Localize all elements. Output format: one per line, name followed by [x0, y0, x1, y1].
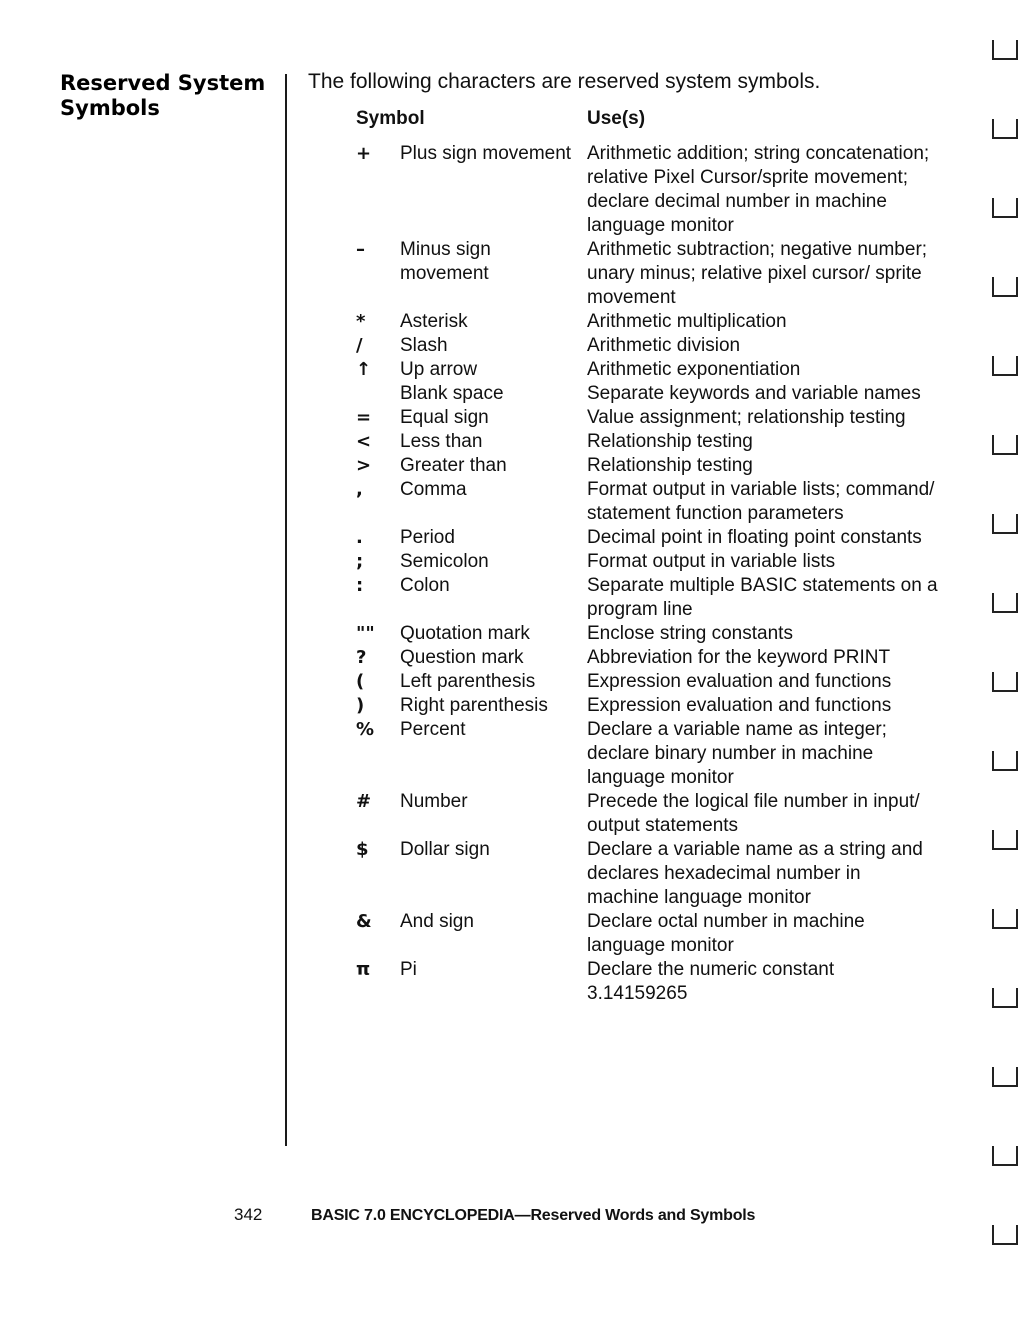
row-name: Greater than: [400, 455, 507, 476]
row-uses-line: Abbreviation for the keyword PRINT: [587, 647, 891, 668]
table-row: [350, 310, 970, 334]
row-name: Colon: [400, 575, 450, 596]
row-symbol: #: [356, 791, 372, 812]
row-uses-line: declares hexadecimal number in: [587, 863, 861, 884]
margin-mark: [992, 909, 1018, 929]
row-symbol: :: [356, 575, 364, 596]
row-uses: [587, 670, 970, 694]
table-row: [350, 550, 970, 574]
table-row: [350, 646, 970, 670]
row-uses-line: Declare a variable name as a string and: [587, 839, 923, 860]
row-symbol: ?: [356, 647, 367, 668]
table-row: [350, 670, 970, 694]
row-uses-line: Separate keywords and variable names: [587, 383, 921, 404]
row-uses: [587, 958, 970, 1006]
row-uses-line: Value assignment; relationship testing: [587, 407, 906, 428]
row-symbol: ;: [356, 551, 364, 572]
row-symbol: <: [356, 431, 372, 452]
row-uses-line: Decimal point in floating point constants: [587, 527, 922, 548]
row-uses-line: Expression evaluation and functions: [587, 671, 892, 692]
row-uses: [587, 526, 970, 550]
margin-mark: [992, 988, 1018, 1008]
row-uses-line: machine language monitor: [587, 887, 811, 908]
section-title: [60, 71, 275, 121]
row-symbol: &: [356, 911, 372, 932]
row-symbol: =: [356, 407, 372, 428]
row-uses-line: relative Pixel Cursor/sprite movement;: [587, 167, 908, 188]
row-uses-line: Arithmetic subtraction; negative number;: [587, 239, 928, 260]
row-uses: [587, 718, 970, 790]
margin-mark: [992, 277, 1018, 297]
row-name: Up arrow: [400, 359, 478, 380]
row-uses-line: Format output in variable lists: [587, 551, 836, 572]
table-row: [350, 478, 970, 526]
row-name: Right parenthesis: [400, 695, 548, 716]
table-row: [350, 430, 970, 454]
page-number: 342: [234, 1205, 263, 1224]
row-uses-line: Enclose string constants: [587, 623, 793, 644]
row-uses: [587, 478, 970, 526]
row-uses: [587, 574, 970, 622]
table-row: [350, 910, 970, 958]
row-uses: [587, 622, 970, 646]
row-uses-line: Declare octal number in machine: [587, 911, 865, 932]
row-uses-line: Arithmetic exponentiation: [587, 359, 801, 380]
row-uses-line: language monitor: [587, 767, 734, 788]
table-row: [350, 838, 970, 910]
row-uses: [587, 910, 970, 958]
row-name: Period: [400, 527, 455, 548]
margin-mark: [992, 830, 1018, 850]
row-name: Blank space: [400, 383, 504, 404]
row-name: Asterisk: [400, 311, 468, 332]
row-uses-line: language monitor: [587, 215, 734, 236]
row-symbol: .: [356, 527, 363, 548]
row-uses-line: Precede the logical file number in input/: [587, 791, 920, 812]
margin-mark: [992, 672, 1018, 692]
row-uses: [587, 454, 970, 478]
margin-mark: [992, 1225, 1018, 1245]
row-uses: [587, 310, 970, 334]
footer-title: BASIC 7.0 ENCYCLOPEDIA—Reserved Words and Symbols: [311, 1207, 756, 1224]
table-row: [350, 622, 970, 646]
row-symbol: /: [356, 335, 363, 356]
row-name: Plus sign movement: [400, 143, 572, 164]
row-uses-line: Relationship testing: [587, 431, 753, 452]
row-name: Minus sign movement: [400, 239, 491, 284]
row-uses: [587, 238, 970, 310]
table-row: [350, 142, 970, 238]
table-row: [350, 238, 970, 310]
table-row: [350, 454, 970, 478]
row-uses-line: output statements: [587, 815, 739, 836]
row-uses: [587, 382, 970, 406]
row-name: Dollar sign: [400, 839, 490, 860]
row-symbol: ): [356, 695, 365, 716]
symbols-table: [350, 142, 970, 1006]
row-uses-line: Format output in variable lists; command/: [587, 479, 935, 500]
row-name: Number: [400, 791, 468, 812]
column-header-symbol: Symbol: [356, 108, 425, 129]
row-name: Quotation mark: [400, 623, 530, 644]
margin-mark: [992, 593, 1018, 613]
row-symbol: π: [356, 959, 371, 980]
row-uses: [587, 838, 970, 910]
row-name: Slash: [400, 335, 448, 356]
row-symbol: (: [356, 671, 365, 692]
row-symbol: "": [356, 623, 375, 644]
table-row: [350, 694, 970, 718]
table-row: [350, 574, 970, 622]
row-symbol: –: [356, 239, 365, 260]
row-symbol: ↑: [356, 359, 372, 380]
vertical-divider: [285, 74, 287, 1146]
row-name: Equal sign: [400, 407, 489, 428]
row-name: Semicolon: [400, 551, 489, 572]
intro-text: The following characters are reserved system symbols.: [308, 70, 821, 93]
row-symbol: >: [356, 455, 372, 476]
row-uses-line: 3.14159265: [587, 983, 688, 1004]
row-uses-line: Arithmetic multiplication: [587, 311, 787, 332]
row-uses-line: movement: [587, 287, 676, 308]
row-uses-line: Arithmetic division: [587, 335, 741, 356]
row-uses: [587, 142, 970, 238]
row-uses: [587, 550, 970, 574]
row-uses-line: Expression evaluation and functions: [587, 695, 892, 716]
row-uses-line: program line: [587, 599, 693, 620]
row-symbol: +: [356, 143, 372, 164]
row-name: Comma: [400, 479, 467, 500]
row-uses-line: Declare the numeric constant: [587, 959, 835, 980]
row-name: Percent: [400, 719, 466, 740]
row-uses-line: Declare a variable name as integer;: [587, 719, 887, 740]
table-row: [350, 406, 970, 430]
row-name: Less than: [400, 431, 483, 452]
row-symbol: %: [356, 719, 375, 740]
margin-mark: [992, 1067, 1018, 1087]
margin-mark: [992, 751, 1018, 771]
row-uses: [587, 334, 970, 358]
row-uses-line: language monitor: [587, 935, 734, 956]
row-uses-line: statement function parameters: [587, 503, 844, 524]
row-name: Left parenthesis: [400, 671, 536, 692]
margin-mark: [992, 40, 1018, 60]
row-uses: [587, 406, 970, 430]
row-uses-line: declare decimal number in machine: [587, 191, 887, 212]
table-row: [350, 334, 970, 358]
row-name: Pi: [400, 959, 417, 980]
table-row: [350, 358, 970, 382]
table-row: [350, 382, 970, 406]
row-uses-line: Arithmetic addition; string concatenation;: [587, 143, 930, 164]
section-title-line1: Reserved System: [60, 71, 266, 95]
column-header-uses: Use(s): [587, 108, 646, 129]
margin-tab-marks: [988, 30, 1028, 1300]
margin-mark: [992, 119, 1018, 139]
table-row: [350, 958, 970, 1006]
row-symbol: *: [356, 311, 366, 332]
table-row: [350, 718, 970, 790]
row-name: And sign: [400, 911, 474, 932]
row-symbol: $: [356, 839, 369, 860]
row-uses: [587, 646, 970, 670]
row-uses-line: Separate multiple BASIC statements on a: [587, 575, 938, 596]
margin-mark: [992, 198, 1018, 218]
row-uses-line: Relationship testing: [587, 455, 753, 476]
row-uses: [587, 790, 970, 838]
margin-mark: [992, 435, 1018, 455]
margin-mark: [992, 356, 1018, 376]
row-uses-line: unary minus; relative pixel cursor/ sprite: [587, 263, 922, 284]
margin-mark: [992, 1146, 1018, 1166]
row-uses: [587, 694, 970, 718]
margin-mark: [992, 514, 1018, 534]
row-uses-line: declare binary number in machine: [587, 743, 874, 764]
table-row: [350, 526, 970, 550]
row-uses: [587, 358, 970, 382]
row-uses: [587, 430, 970, 454]
row-symbol: ,: [356, 479, 363, 500]
section-title-line2: Symbols: [60, 96, 160, 120]
row-name: Question mark: [400, 647, 524, 668]
table-row: [350, 790, 970, 838]
